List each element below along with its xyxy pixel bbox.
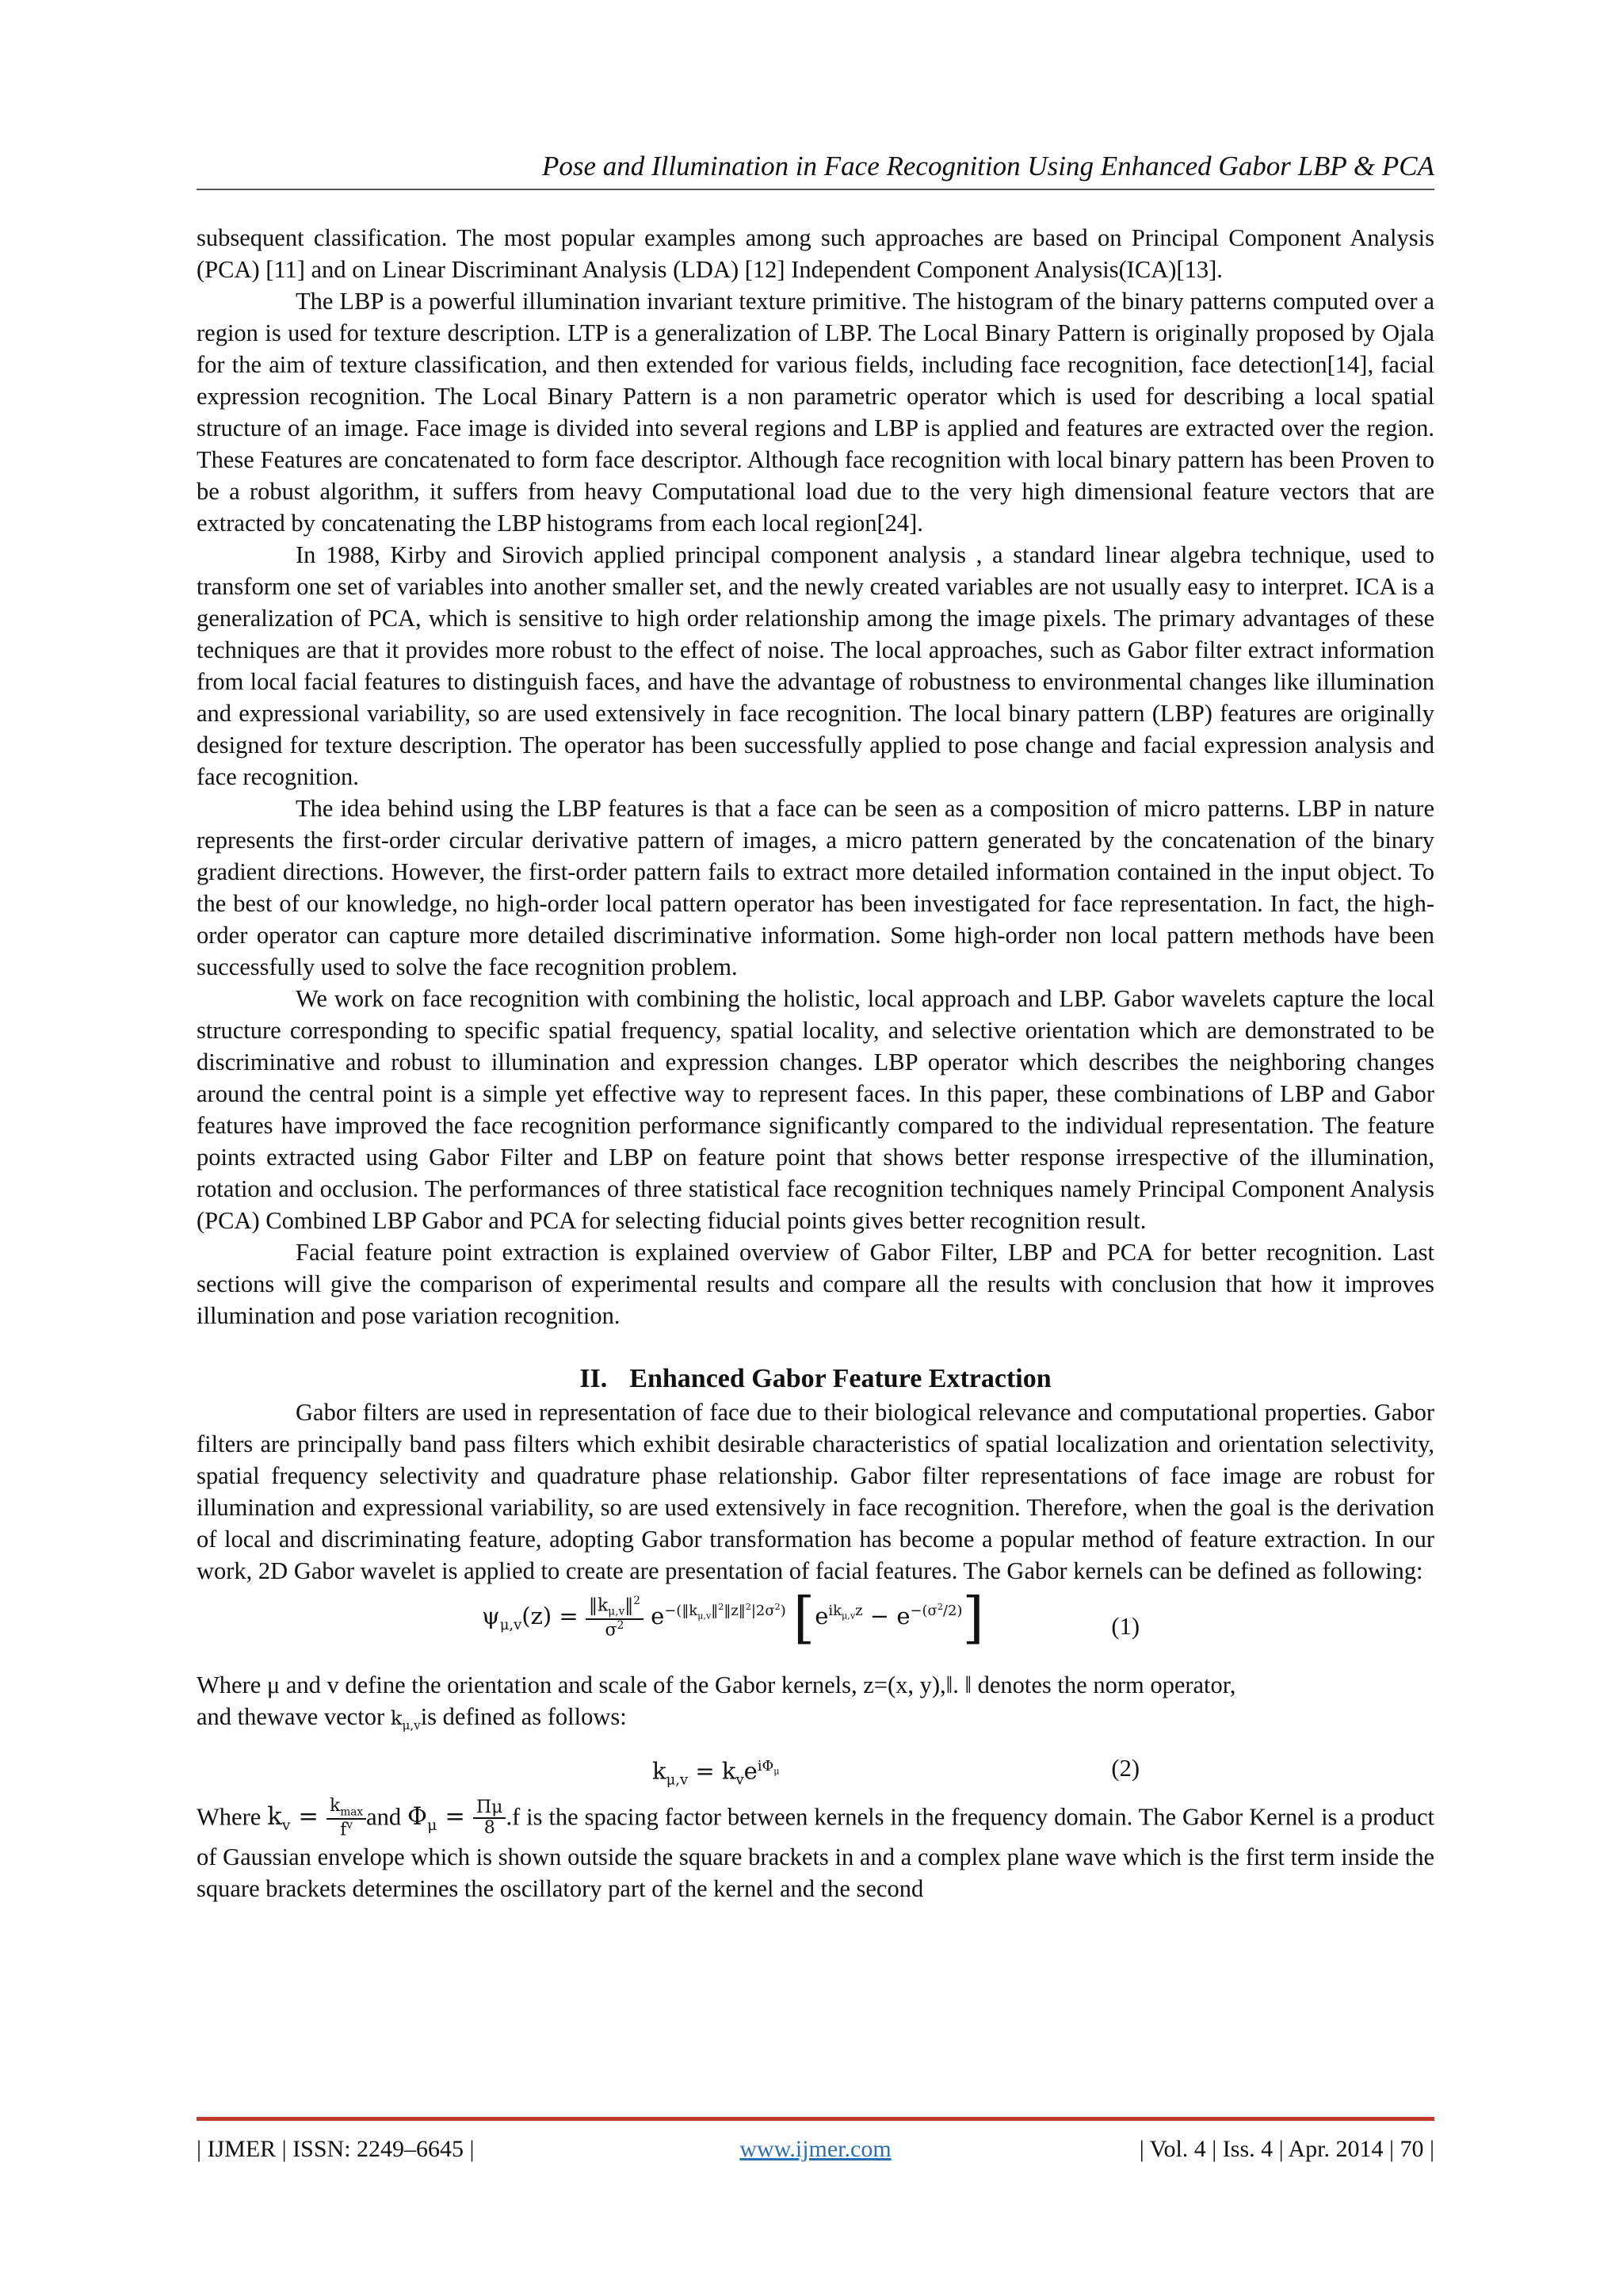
footer-rule [197,2117,1434,2121]
math-inline: $k_{\mu,v}$ [390,1706,421,1733]
equation-1-number: (1) [1111,1613,1140,1640]
equation-2 [197,1748,1434,1797]
paragraph: Facial feature point extraction is explained overview of Gabor Filter, LBP and PCA for better recognition. Last sections will give the comparison of experimental results and compare all the results with conclusion that how it improves illumination and pose variation recognition. [197,1239,1434,1329]
equation-1 [197,1585,1434,1669]
header-rule [197,189,1434,190]
text-fragment: Where [197,1803,268,1831]
math-inline: $k_v$ = $\frac{k_{max}}{f^v}$ [267,1803,366,1831]
equation-2-expression: $k_{\mu,v} = k_ve^{i\Phi_\mu}$ [652,1757,780,1789]
paragraph: The LBP is a powerful illumination invariant texture primitive. The histogram of the binary patterns computed over a region is used for texture description. LTP is a generalization of LBP. The Local Binary Pattern is originally proposed by Ojala for the aim of texture classification, and then extended for various fields, including face recognition, face detection[14], facial expression recognition. The Local Binary Pattern is a non parametric operator which is used for describing a local spatial structure of an image. Face image is divided into several regions and LBP is applied and features are extracted over the region. These Features are concatenated to form face descriptor. Although face recognition with local binary pattern has been Proven to be a robust algorithm, it suffers from heavy Computational load due to the very high dimensional feature vectors that are extracted by concatenating the LBP histograms from each local region[24]. [197,288,1434,537]
paragraph: The idea behind using the LBP features is that a face can be seen as a composition of micro patterns. LBP in nature represents the first-order circular derivative pattern of images, a micro pattern generated by the concatenation of the binary gradient directions. However, the first-order pattern fails to extract more detailed information contained in the input object. To the best of our knowledge, no high-order local pattern operator has been investigated for face representation. In fact, the high-order operator can capture more detailed discriminative information. Some high-order non local pattern methods have been successfully used to solve the face recognition problem. [197,795,1434,980]
text-fragment: and [366,1803,408,1831]
footer [197,2132,1434,2167]
footer-journal-info: | IJMER | ISSN: 2249–6645 | [197,2136,475,2162]
paragraph: Where μ and v define the orientation and scale of the Gabor kernels, z=(x, y),‖. ‖ denotes the norm operator, [197,1671,1236,1698]
footer-website-link[interactable]: www.ijmer.com [739,2136,892,2162]
section-heading [197,1362,1434,1396]
footer-volume-info: | Vol. 4 | Iss. 4 | Apr. 2014 | 70 | [1139,2136,1434,2162]
text-fragment: is defined as follows: [420,1703,627,1730]
text-fragment: and thewave vector [197,1703,391,1730]
equation-2-number: (2) [1111,1754,1140,1782]
paragraph: In 1988, Kirby and Sirovich applied principal component analysis , a standard linear algebra technique, used to transform one set of variables into another smaller set, and the newly created variables are not usually easy to interpret. ICA is a generalization of PCA, which is sensitive to high order relationship among the image pixels. The primary advantages of these techniques are that it provides more robust to the effect of noise. The local approaches, such as Gabor filter extract information from local facial features to distinguish faces, and have the advantage of robustness to environmental changes like illumination and expressional variability, so are used extensively in face recognition. The local binary pattern (LBP) features are originally designed for texture description. The operator has been successfully applied to pose change and facial expression analysis and face recognition. [197,541,1434,790]
section-number: II. [579,1364,608,1393]
section-title: Enhanced Gabor Feature Extraction [629,1364,1052,1393]
equation-1-expression: $\psi_{\mu,v}(z)$ = $\frac{‖k_{\mu,v}‖^2}{\sigma^2}$ $e^{-(‖k_{\mu,v}‖^2‖z‖^2|2\sigma^2)}$ $[e^{ik_{\mu,v}z} - e^{-(\sigma^2/2)}]$ [482,1585,984,1650]
body-text [197,222,1434,1904]
paragraph: We work on face recognition with combining the holistic, local approach and LBP. Gabor wavelets capture the local structure corresponding to specific spatial frequency, spatial locality, and selective orientation which are demonstrated to be discriminative and robust to illumination and expression changes. LBP operator which describes the neighboring changes around the central point is a simple yet effective way to represent faces. In this paper, these combinations of LBP and Gabor features have improved the face recognition performance significantly compared to the individual representation. The feature points extracted using Gabor Filter and LBP on feature point that shows better response irrespective of the illumination, rotation and occlusion. The performances of three statistical face recognition techniques namely Principal Component Analysis (PCA) Combined LBP Gabor and PCA for selecting fiducial points gives better recognition result. [197,985,1434,1234]
page [197,0,1434,2296]
text-fragment: .f is the spacing factor between kernels in the frequency domain. The Gabor Kernel is a product of Gaussian envelope which is shown outside the square brackets in and a complex plane wave which is the first term inside the square brackets determines the oscillatory part of the kernel and the second [197,1803,1434,1903]
paragraph: Gabor filters are used in representation of face due to their biological relevance and computational properties. Gabor filters are principally band pass filters which exhibit desirable characteristics of spatial localization and orientation selectivity, spatial frequency selectivity and quadrature phase relationship. Gabor filter representations of face image are robust for illumination and expressional variability, so are used extensively in face recognition. Therefore, when the goal is the derivation of local and discriminating feature, adopting Gabor transformation has become a popular method of feature extraction. In our work, 2D Gabor wavelet is applied to create are presentation of facial features. The Gabor kernels can be defined as following: [197,1399,1434,1584]
running-header: Pose and Illumination in Face Recognition Using Enhanced Gabor LBP & PCA [541,151,1434,181]
math-inline: $\Phi_\mu$ = $\frac{\Pi\mu}{8}$ [407,1803,506,1831]
paragraph [197,1701,1434,1741]
paragraph: subsequent classification. The most popular examples among such approaches are based on Principal Component Analysis (PCA) [11] and on Linear Discriminant Analysis (LDA) [12] Independent Component Analysis(ICA)[13]. [197,224,1434,283]
paragraph [197,1797,1434,1905]
